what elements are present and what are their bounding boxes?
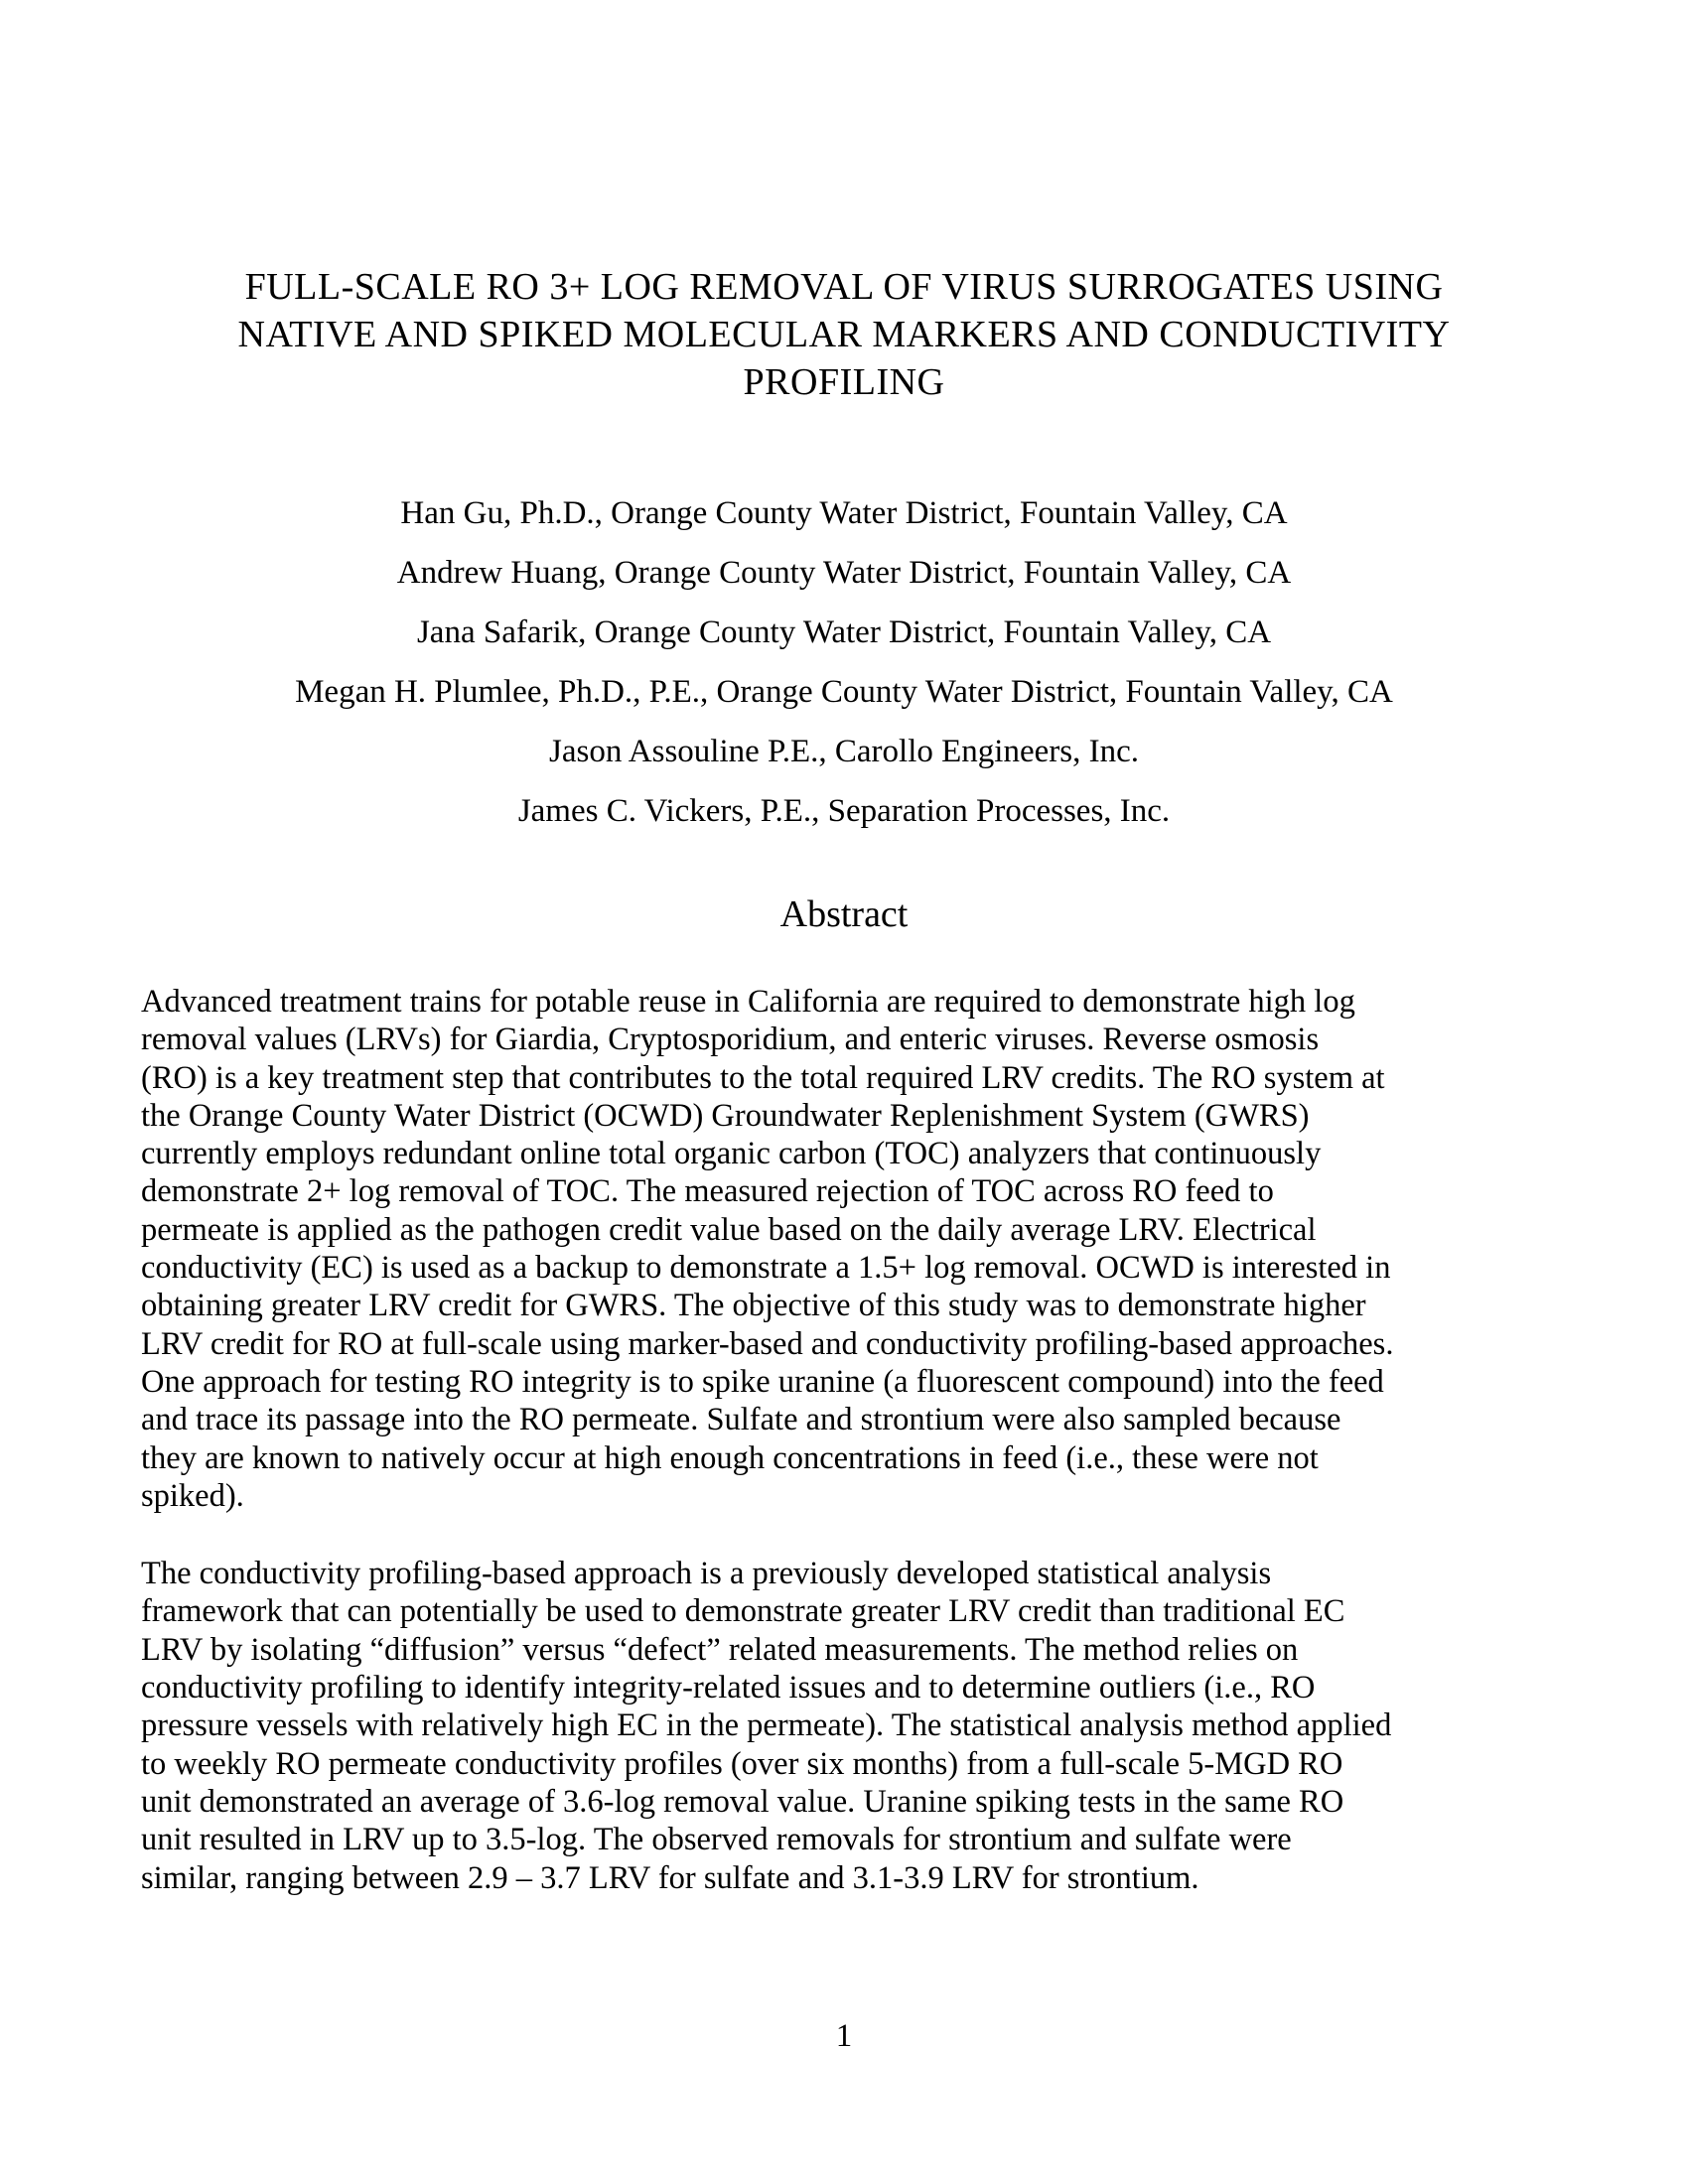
abstract-text-line: permeate is applied as the pathogen credit value based on the daily average LRV. Electrical (141, 1211, 1317, 1248)
author-line: Jana Safarik, Orange County Water District, Fountain Valley, CA (416, 614, 1272, 650)
abstract-text-line: unit resulted in LRV up to 3.5-log. The observed removals for strontium and sulfate were (141, 1822, 1292, 1858)
abstract-text-line: LRV by isolating “diffusion” versus “defect” related measurements. The method relies on (141, 1631, 1299, 1668)
page-number: 1 (835, 2018, 853, 2054)
author-list (0, 483, 1688, 841)
author-line: Andrew Huang, Orange County Water District, Fountain Valley, CA (396, 555, 1292, 591)
abstract-text-line: unit demonstrated an average of 3.6-log removal value. Uranine spiking tests in the same RO (141, 1783, 1344, 1820)
abstract-text-line: spiked). (141, 1477, 244, 1514)
abstract-text-line: removal values (LRVs) for Giardia, Cryptosporidium, and enteric viruses. Reverse osmosis (141, 1022, 1320, 1058)
abstract-text-line: currently employs redundant online total organic carbon (TOC) analyzers that continuously (141, 1136, 1322, 1172)
abstract-text-line: pressure vessels with relatively high EC in the permeate). The statistical analysis method applied (141, 1707, 1392, 1744)
abstract-heading: Abstract (779, 893, 909, 935)
abstract-text-line: The conductivity profiling-based approach is a previously developed statistical analysis (141, 1556, 1272, 1592)
paper-title-line: FULL-SCALE RO 3+ LOG REMOVAL OF VIRUS SURROGATES USING (244, 266, 1444, 308)
paper-title-line: PROFILING (743, 361, 945, 403)
abstract-text-line: to weekly RO permeate conductivity profiles (over six months) from a full-scale 5-MGD RO (141, 1745, 1343, 1782)
abstract-text-line: they are known to natively occur at high enough concentrations in feed (i.e., these were not (141, 1439, 1319, 1476)
paper-title-line: NATIVE AND SPIKED MOLECULAR MARKERS AND CONDUCTIVITY (237, 314, 1451, 355)
abstract-text-line: (RO) is a key treatment step that contributes to the total required LRV credits. The RO system at (141, 1059, 1385, 1096)
abstract-paragraph-2 (0, 1555, 1688, 1897)
abstract-text-line: similar, ranging between 2.9 – 3.7 LRV for sulfate and 3.1-3.9 LRV for strontium. (141, 1859, 1199, 1896)
author-line: James C. Vickers, P.E., Separation Processes, Inc. (517, 793, 1171, 829)
abstract-text-line: demonstrate 2+ log removal of TOC. The measured rejection of TOC across RO feed to (141, 1173, 1274, 1210)
abstract-text-line: conductivity profiling to identify integrity-related issues and to determine outliers (i.e., RO (141, 1670, 1316, 1706)
abstract-text-line: LRV credit for RO at full-scale using marker-based and conductivity profiling-based approaches. (141, 1325, 1394, 1362)
abstract-paragraph-1 (0, 983, 1688, 1515)
author-line: Megan H. Plumlee, Ph.D., P.E., Orange County Water District, Fountain Valley, CA (295, 674, 1393, 710)
abstract-text-line: the Orange County Water District (OCWD) Groundwater Replenishment System (GWRS) (141, 1097, 1310, 1134)
abstract-text-line: Advanced treatment trains for potable reuse in California are required to demonstrate high log (141, 984, 1355, 1020)
abstract-text-line: and trace its passage into the RO permeate. Sulfate and strontium were also sampled because (141, 1402, 1341, 1438)
paper-title (0, 0, 1688, 406)
abstract-text-line: conductivity (EC) is used as a backup to demonstrate a 1.5+ log removal. OCWD is interested in (141, 1250, 1391, 1287)
abstract-text-line: One approach for testing RO integrity is to spike uranine (a fluorescent compound) into the feed (141, 1363, 1384, 1400)
abstract-text-line: obtaining greater LRV credit for GWRS. The objective of this study was to demonstrate higher (141, 1288, 1366, 1324)
author-line: Han Gu, Ph.D., Orange County Water District, Fountain Valley, CA (400, 495, 1288, 531)
author-line: Jason Assouline P.E., Carollo Engineers, Inc. (549, 734, 1139, 769)
abstract-text-line: framework that can potentially be used to demonstrate greater LRV credit than traditional EC (141, 1593, 1345, 1630)
